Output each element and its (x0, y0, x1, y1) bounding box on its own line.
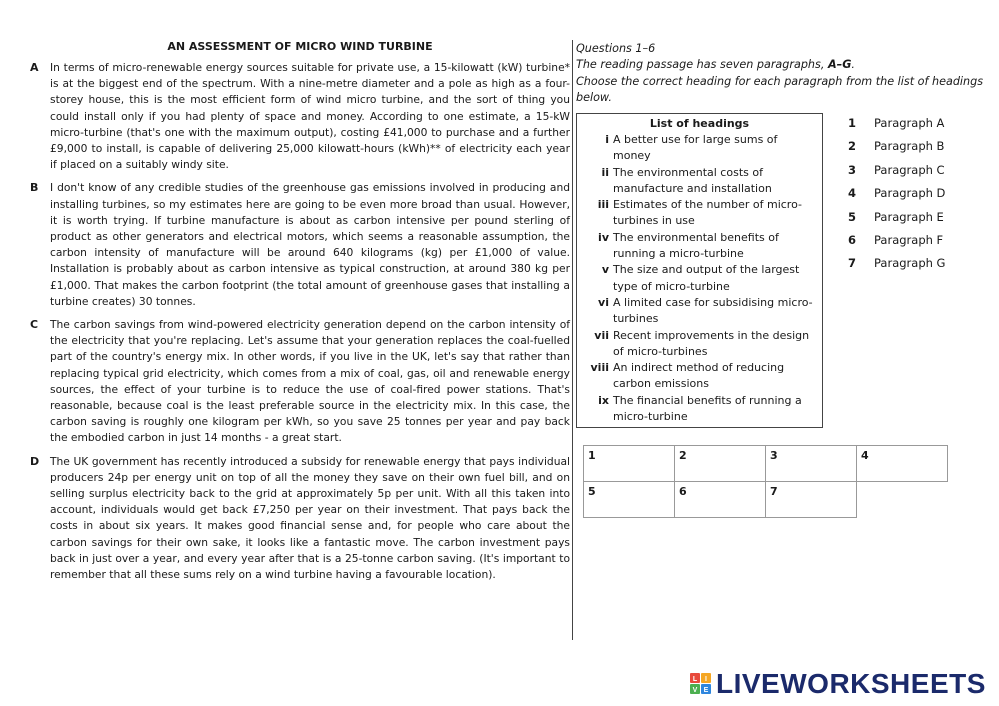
answer-box-1[interactable]: 1 (584, 446, 675, 482)
answer-box-6[interactable]: 6 (675, 482, 766, 518)
heading-item: vi A limited case for subsidising micro-turbines (598, 295, 813, 326)
questions-line3: Choose the correct heading for each paragraph from the list of headings below. (576, 74, 984, 104)
paragraph-text: The carbon savings from wind-powered electricity generation depend on the carbon intensity of the electricity that you're replacing. Let's assume that your generation replaces the coal-fuelled part of the country's energy mix. In other words, if you live in the UK, let's say that rather than replacing typical grid electricity, which comes from a mix of coal, gas, oil and renewable energy sources, the effect of your turbine is to reduce the use of coal-fired power stations. That's reasonable, because coal is the least preferable source in the electricity mix. In this case, the carbon saving is roughly one kilogram per kWh, so you save 25 tonnes per year and pay back the embodied carbon in just 14 months - a great start. (50, 318, 570, 445)
liveworksheets-logo (690, 668, 986, 700)
svg-text:L: L (692, 676, 698, 683)
logo-text: LIVEWORKSHEETS (716, 668, 986, 699)
svg-text:E: E (703, 687, 709, 694)
paragraph-a (30, 60, 570, 173)
paragraph-list-item: 6 Paragraph F (848, 232, 944, 247)
heading-item: i A better use for large sums of money (605, 133, 778, 163)
paragraph-c (30, 317, 570, 447)
heading-item: ii The environmental costs of manufacture and installation (601, 165, 772, 195)
answer-box-4[interactable]: 4 (857, 446, 948, 482)
paragraph-text: The UK government has recently introduced a subsidy for renewable energy that pays individual producers 24p per energy unit on top of all the money they save on their own fuel bill, and on selling surplus electricity back to the grid at approximately 5p per unit. With all this taken into account, individuals would get back £7,250 per year on their investment. That pays back the costs in about six years. It makes good financial sense and, for people who care about the carbon savings for their own sake, it looks like a fantastic move. The carbon investment pays back in just over a year, and every year after that is a 25-tonne carbon saving. (It's important to remember that all these sums rely on a wind turbine having a favourable location). (50, 454, 570, 582)
paragraph-list-item: 4 Paragraph D (848, 186, 946, 201)
paragraph-letter: B (30, 181, 39, 195)
paragraph-list-item: 3 Paragraph C (848, 162, 945, 177)
heading-item: viii An indirect method of reducing carbon emissions (590, 361, 785, 391)
paragraph-list-item: 5 Paragraph E (848, 209, 944, 224)
paragraph-list-item: 2 Paragraph B (848, 139, 945, 154)
svg-text:V: V (692, 687, 698, 694)
answer-box-3[interactable]: 3 (766, 446, 857, 482)
headings-title: List of headings (649, 117, 750, 130)
heading-item: v The size and output of the largest type of micro-turbine (601, 263, 800, 293)
paragraph-list-item: 1 Paragraph A (848, 116, 945, 130)
paragraph-letter: C (30, 318, 39, 332)
answer-box-2[interactable]: 2 (675, 446, 766, 482)
paragraph-list-item: 7 Paragraph G (848, 256, 946, 271)
paragraph-text: In terms of micro-renewable energy sources suitable for private use, a 15-kilowatt (kW) turbine* is at the biggest end of the spectrum. With a nine-metre diameter and a pole as high as a four-storey house, this is the most efficient form of wind micro turbine, and the sort of thing you could install only if you had plenty of space and money. According to one estimate, a 15-kW micro-turbine (that's one with the maximum output), costing £41,000 to purchase and a further £9,000 to install, is capable of delivering 25,000 kilowatt-hours (kWh)** of electricity each year if placed on a suitably windy site. (50, 61, 570, 172)
answer-box-5[interactable]: 5 (584, 482, 675, 518)
paragraph-b (30, 180, 570, 310)
heading-item: vii Recent improvements in the design of micro-turbines (594, 328, 810, 358)
paragraph-text: I don't know of any credible studies of the greenhouse gas emissions involved in producing and installing turbines, so my estimates here are going to be even more broad than usual. However, it is worth trying. If turbine manufacture is about as carbon intensive per pound sterling of product as other generators and electrical motors, which seems a reasonable assumption, the carbon intensity of manufacture will be around 640 kilograms (kg) per £1,000 of value. Installation is probably about as carbon intensive as typical construction, at around 380 kg per £1,000. That makes the carbon footprint (the total amount of greenhouse gases that installing a turbine creates) 30 tonnes. (50, 181, 570, 308)
paragraph-d (30, 454, 570, 584)
paragraph-letter: A (30, 61, 39, 74)
passage-title: AN ASSESSMENT OF MICRO WIND TURBINE (167, 40, 433, 53)
headings-box (576, 113, 823, 428)
answer-grid (583, 445, 948, 518)
heading-item: ix The financial benefits of running a micro-turbine (598, 393, 802, 424)
grid-empty-cell (857, 482, 948, 518)
paragraph-list (848, 116, 945, 280)
questions-line2: The reading passage has seven paragraphs, A–G. (576, 58, 855, 72)
reading-passage (30, 40, 570, 590)
answer-box-7[interactable]: 7 (766, 482, 857, 518)
questions-instructions (576, 41, 986, 106)
svg-text:I: I (705, 676, 707, 683)
heading-item: iii Estimates of the number of micro-turbines in use (597, 198, 802, 228)
heading-item: iv The environmental benefits of running a micro-turbine (598, 230, 779, 261)
logo-tiles-icon (690, 673, 712, 695)
questions-range: Questions 1–6 (576, 42, 656, 55)
column-divider (572, 40, 573, 640)
paragraph-letter: D (30, 454, 40, 468)
